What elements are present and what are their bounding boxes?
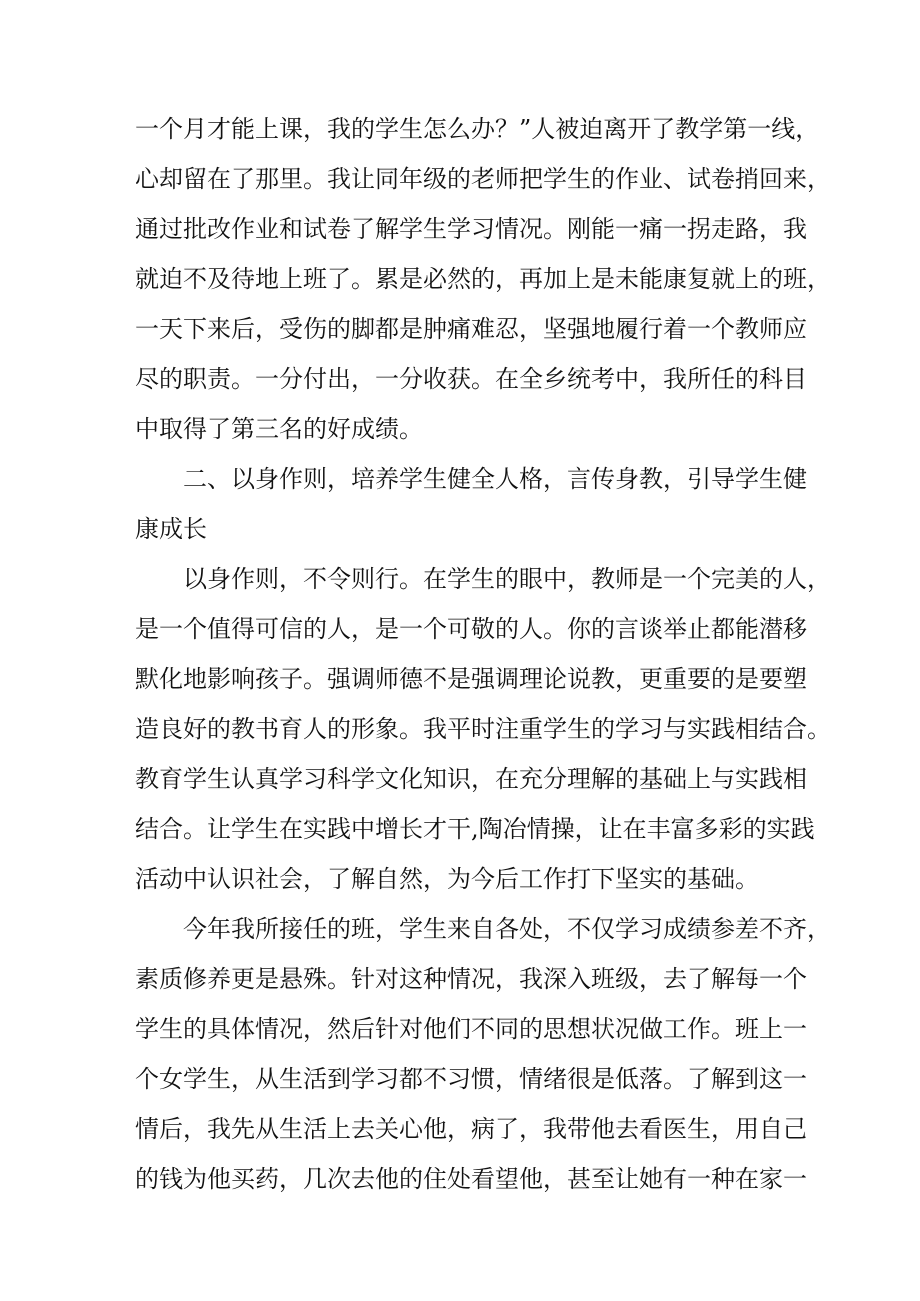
text-line: 心却留在了那里。我让同年级的老师把学生的作业、试卷捎回来， bbox=[135, 165, 831, 193]
text-line: 个女学生，从生活到学习都不习惯，情绪很是低落。了解到这一 bbox=[135, 1065, 807, 1093]
text-line: 造良好的教书育人的形象。我平时注重学生的学习与实践相结合。 bbox=[135, 715, 831, 743]
text-line: 一天下来后，受伤的脚都是肿痛难忍，坚强地履行着一个教师应 bbox=[135, 315, 807, 343]
text-line: 活动中认识社会，了解自然，为今后工作打下坚实的基础。 bbox=[135, 865, 759, 893]
text-line: 一个月才能上课，我的学生怎么办？”人被迫离开了教学第一线， bbox=[135, 115, 820, 143]
text-line: 素质修养更是悬殊。针对这种情况，我深入班级，去了解每一个 bbox=[135, 965, 807, 993]
text-line: 情后，我先从生活上去关心他，病了，我带他去看医生，用自己 bbox=[135, 1115, 807, 1143]
text-line: 就迫不及待地上班了。累是必然的，再加上是未能康复就上的班， bbox=[135, 265, 831, 293]
text-line: 教育学生认真学习科学文化知识，在充分理解的基础上与实践相 bbox=[135, 765, 807, 793]
text-line: 默化地影响孩子。强调师德不是强调理论说教，更重要的是要塑 bbox=[135, 665, 807, 693]
text-line: 通过批改作业和试卷了解学生学习情况。刚能一痛一拐走路，我 bbox=[135, 215, 807, 243]
text-line: 今年我所接任的班，学生来自各处，不仅学习成绩参差不齐， bbox=[183, 915, 831, 943]
text-line: 结合。让学生在实践中增长才干,陶冶情操，让在丰富多彩的实践 bbox=[135, 815, 815, 843]
text-line: 中取得了第三名的好成绩。 bbox=[135, 415, 423, 443]
text-line: 尽的职责。一分付出，一分收获。在全乡统考中，我所任的科目 bbox=[135, 365, 807, 393]
text-line: 学生的具体情况，然后针对他们不同的思想状况做工作。班上一 bbox=[135, 1015, 807, 1043]
text-line: 的钱为他买药，几次去他的住处看望他，甚至让她有一种在家一 bbox=[135, 1165, 807, 1193]
text-line: 以身作则，不令则行。在学生的眼中，教师是一个完美的人， bbox=[183, 565, 831, 593]
text-line: 是一个值得可信的人，是一个可敬的人。你的言谈举止都能潜移 bbox=[135, 615, 807, 643]
section-heading-continuation: 康成长 bbox=[135, 515, 207, 543]
section-heading: 二、以身作则，培养学生健全人格，言传身教，引导学生健 bbox=[183, 465, 807, 493]
